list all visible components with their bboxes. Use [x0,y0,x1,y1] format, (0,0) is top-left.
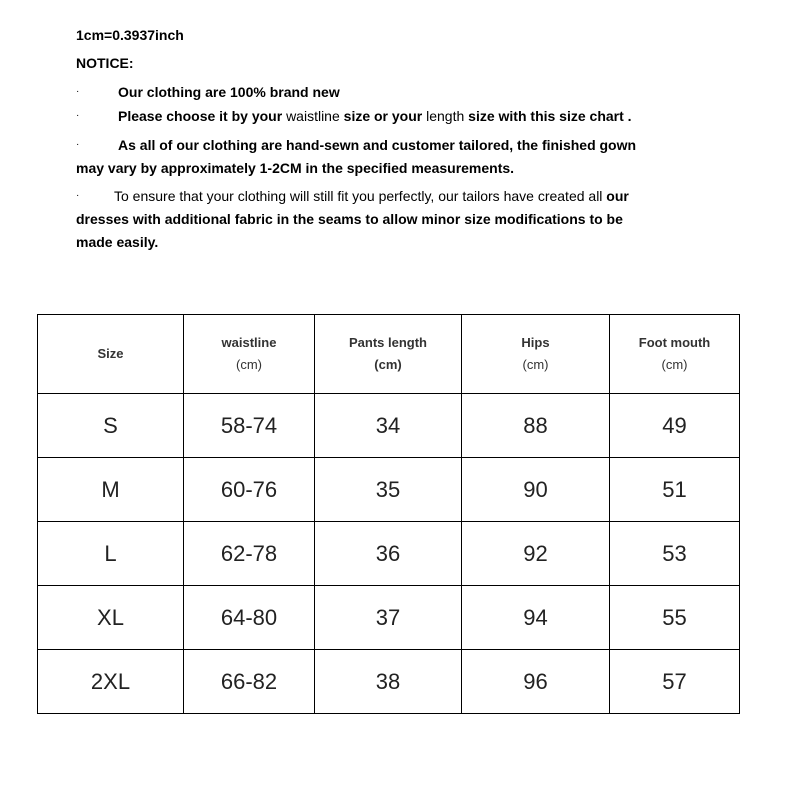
header-unit: (cm) [374,357,402,372]
header-label: Foot mouth [638,335,711,350]
notice-text-part: our [602,188,629,204]
cell-pants-length: 38 [315,650,462,714]
cell-pants-length: 37 [315,586,462,650]
notice-text: As all of our clothing are hand-sewn and customer tailored, the finished gown [118,137,637,153]
cell-size: XL [38,586,184,650]
cell-foot-mouth: 49 [610,394,740,458]
cell-waistline: 60-76 [184,458,315,522]
header-label: Hips [521,335,550,350]
bullet-icon: · [76,86,80,97]
table-row [38,586,740,650]
notice-text: Our clothing are 100% brand new [118,84,340,100]
table-row [38,650,740,714]
cell-waistline: 58-74 [184,394,315,458]
table-row [38,458,740,522]
cell-waistline: 64-80 [184,586,315,650]
cell-foot-mouth: 55 [610,586,740,650]
header-waistline [184,315,315,394]
header-unit: (cm) [522,357,549,372]
header-unit: (cm) [661,357,688,372]
bullet-icon: · [76,139,80,150]
cell-waistline: 62-78 [184,522,315,586]
cell-hips: 92 [462,522,610,586]
notice-label: NOTICE: [76,55,134,71]
notice-text-part: waistline [286,108,340,124]
notice-text-part: To ensure that your clothing will still fit you perfectly, our tailors have created all [114,188,603,204]
cell-foot-mouth: 51 [610,458,740,522]
notice-text-part: length [426,108,465,124]
cell-waistline: 66-82 [184,650,315,714]
cell-hips: 96 [462,650,610,714]
cell-hips: 90 [462,458,610,522]
notice-text [114,187,629,205]
table-header-row [38,315,740,394]
notice-text-part: Please choose it by your [118,108,287,124]
bullet-icon: · [76,190,80,201]
header-unit: (cm) [236,357,262,372]
cell-pants-length: 35 [315,458,462,522]
cell-foot-mouth: 57 [610,650,740,714]
notice-text-part: size with this size chart . [464,108,632,124]
header-hips [462,315,610,394]
notice-text-continued: may vary by approximately 1-2CM in the specified measurements. [76,160,515,176]
notice-text-continued: dresses with additional fabric in the seams to allow minor size modifications to be [76,211,623,227]
bullet-icon: · [76,110,80,121]
unit-conversion: 1cm=0.3937inch [76,27,184,43]
size-chart-table [37,314,740,714]
cell-hips: 88 [462,394,610,458]
cell-pants-length: 34 [315,394,462,458]
cell-pants-length: 36 [315,522,462,586]
notice-text-part: size or your [339,108,427,124]
cell-hips: 94 [462,586,610,650]
cell-size: L [38,522,184,586]
cell-size: 2XL [38,650,184,714]
table-row [38,522,740,586]
header-pants-length [315,315,462,394]
header-foot-mouth [610,315,740,394]
header-size [38,315,184,394]
cell-foot-mouth: 53 [610,522,740,586]
header-label: Size [97,346,124,361]
header-label: waistline [221,335,277,350]
cell-size: S [38,394,184,458]
header-label: Pants length [348,335,427,350]
cell-size: M [38,458,184,522]
notice-text-continued: made easily. [76,234,159,250]
notice-text [118,107,632,125]
table-row [38,394,740,458]
